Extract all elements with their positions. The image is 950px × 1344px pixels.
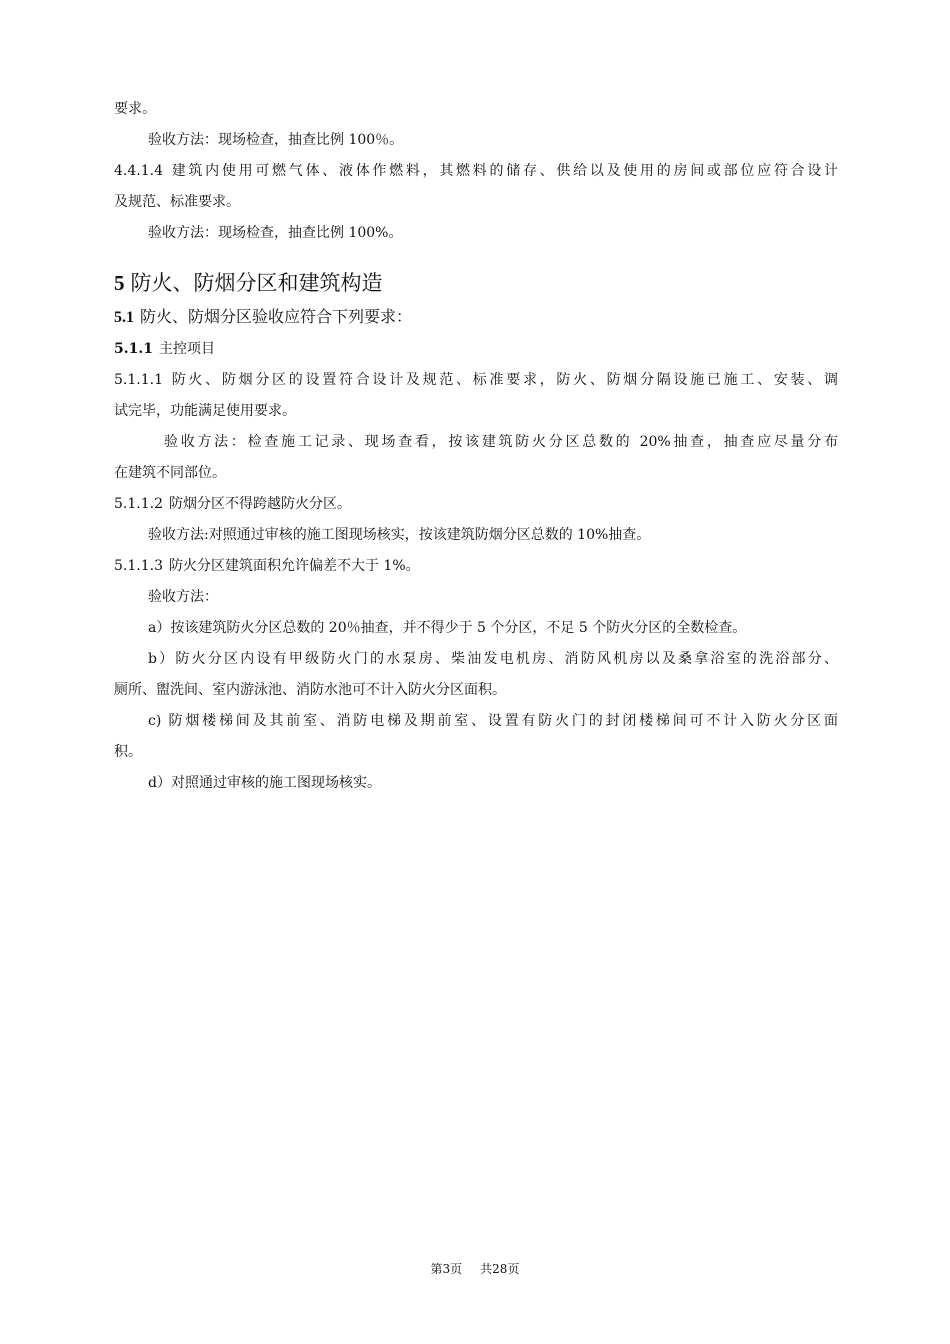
clause-number: 5.1.1.3: [114, 558, 163, 574]
section-title: 防火、防烟分区验收应符合下列要求：: [140, 307, 413, 326]
clause-5-1-1-3: [114, 551, 838, 582]
section-title: 防火、防烟分区和建筑构造: [130, 271, 383, 295]
page-footer: [0, 1260, 950, 1277]
text-line: 试完毕，功能满足使用要求。: [114, 403, 296, 419]
section-heading-5: [114, 269, 838, 297]
text-line: 在建筑不同部位。: [114, 465, 226, 481]
page-content: [114, 94, 838, 799]
section-number: 5.1: [114, 309, 134, 326]
clause-text: 防烟分区不得跨越防火分区。: [168, 496, 351, 512]
acceptance-method: 验收方法：现场检查，抽查比例 100%。: [148, 225, 403, 241]
section-heading-5-1-1: [114, 334, 838, 365]
clause-4-4-1-4: [114, 156, 838, 187]
clause-number: 5.1.1.2: [114, 496, 163, 512]
acceptance-method: 验收方法:对照通过审核的施工图现场核实，按该建筑防烟分区总数的 10%抽查。: [148, 527, 651, 543]
clause-text: 建筑内使用可燃气体、液体作燃料，其燃料的储存、供给以及使用的房间或部位应符合设计: [168, 163, 838, 179]
page-total: 共28页: [480, 1262, 520, 1276]
page-number: 第3页: [430, 1262, 463, 1276]
clause-text: 防火、防烟分区的设置符合设计及规范、标准要求，防火、防烟分隔设施已施工、安装、调: [168, 372, 838, 388]
clause-text: 防火分区建筑面积允许偏差不大于 1%。: [168, 558, 420, 574]
clause-number: 5.1.1.1: [114, 372, 163, 388]
list-item-b: b）防火分区内设有甲级防火门的水泵房、柴油发电机房、消防风机房以及桑拿浴室的洗浴部分、: [148, 651, 838, 667]
text-line: 要求。: [114, 101, 156, 117]
section-heading-5-1: [114, 301, 838, 334]
clause-5-1-1-2: [114, 489, 838, 520]
acceptance-method: 验收方法：检查施工记录、现场查看，按该建筑防火分区总数的 20%抽查，抽查应尽量分布: [164, 434, 838, 450]
acceptance-method: 验收方法：: [148, 589, 218, 605]
acceptance-method: 验收方法：现场检查，抽查比例 100％。: [148, 132, 404, 148]
clause-5-1-1-1: [114, 365, 838, 396]
text-line: 及规范、标准要求。: [114, 194, 240, 210]
section-title: 主控项目: [158, 341, 215, 357]
section-number: 5.1.1: [114, 341, 153, 357]
clause-number: 4.4.1.4: [114, 163, 163, 179]
list-item-c: c) 防烟楼梯间及其前室、消防电梯及期前室、设置有防火门的封闭楼梯间可不计入防火分区面: [148, 713, 838, 729]
list-item-d: d）对照通过审核的施工图现场核实。: [148, 775, 381, 791]
text-line: 积。: [114, 744, 142, 760]
text-line: 厕所、盥洗间、室内游泳池、消防水池可不计入防火分区面积。: [114, 682, 506, 698]
list-item-a: a）按该建筑防火分区总数的 20％抽查，并不得少于 5 个分区，不足 5 个防火分区的全数检查。: [148, 620, 747, 636]
section-number: 5: [114, 271, 125, 295]
